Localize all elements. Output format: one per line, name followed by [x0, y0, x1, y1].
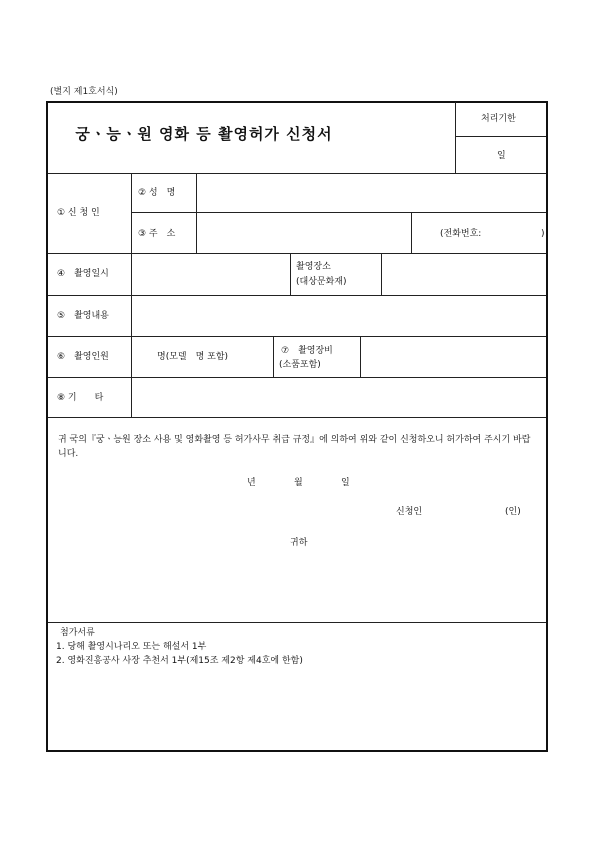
divider [411, 212, 412, 253]
name-label: ② 성 명 [138, 188, 176, 198]
divider [48, 173, 546, 174]
recipient: 귀하 [290, 538, 308, 548]
staff-unit: 명(모델 명 포함) [157, 352, 229, 362]
divider [48, 253, 546, 254]
divider [290, 253, 291, 295]
divider [48, 336, 546, 337]
divider [360, 336, 361, 377]
address-label: ③ 주 소 [138, 229, 176, 239]
signature-label: 신청인 [396, 507, 423, 517]
divider [455, 102, 456, 173]
phone-label: (전화번호: [440, 229, 482, 239]
attachment-item: 1. 당해 촬영시나리오 또는 해설서 1부 [56, 642, 207, 652]
address-field[interactable] [198, 214, 409, 252]
attachments-heading: 첨가서류 [60, 628, 95, 638]
datetime-label: ④ 촬영일시 [57, 269, 109, 279]
divider [48, 295, 546, 296]
application-statement: 귀 국의『궁ㆍ능원 장소 사용 및 영화촬영 등 허가사무 취급 규정』에 의하여 위와 같이 신청하오니 허가하여 주시기 바랍니다. [58, 435, 531, 459]
datetime-field[interactable] [133, 255, 288, 294]
date-month: 월 [294, 478, 303, 488]
content-label: ⑤ 촬영내용 [57, 311, 109, 321]
divider [48, 622, 546, 623]
staff-label: ⑥ 촬영인원 [57, 352, 109, 362]
date-year: 년 [247, 478, 256, 488]
divider [131, 173, 132, 417]
divider [48, 417, 546, 418]
divider [48, 377, 546, 378]
form-title: 궁ㆍ능ㆍ원 영화 등 촬영허가 신청서 [75, 125, 333, 143]
divider [131, 212, 546, 213]
divider [381, 253, 382, 295]
place-label: 촬영장소 [296, 262, 331, 272]
divider [196, 173, 197, 253]
processing-value: 일 [497, 151, 506, 161]
form-code: (별지 제1호서식) [50, 87, 118, 97]
equipment-field[interactable] [362, 338, 544, 376]
content-field[interactable] [133, 297, 544, 335]
divider [273, 336, 274, 377]
name-field[interactable] [198, 175, 544, 211]
etc-label: ⑧ 기 타 [57, 393, 104, 403]
divider [455, 136, 546, 137]
place-field[interactable] [383, 255, 544, 294]
phone-close: ) [541, 229, 545, 239]
applicant-label: ① 신 청 인 [57, 208, 100, 218]
equipment-sublabel: (소품포함) [279, 360, 321, 370]
equipment-label: ⑦ 촬영장비 [281, 346, 333, 356]
place-sublabel: (대상문화재) [296, 277, 347, 287]
attachment-item: 2. 영화진흥공사 사장 추천서 1부(제15조 제2항 제4호에 한함) [56, 656, 303, 666]
etc-field[interactable] [133, 379, 544, 416]
seal-mark: (인) [505, 507, 521, 517]
date-day: 일 [341, 478, 350, 488]
processing-label: 처리기한 [481, 114, 516, 124]
